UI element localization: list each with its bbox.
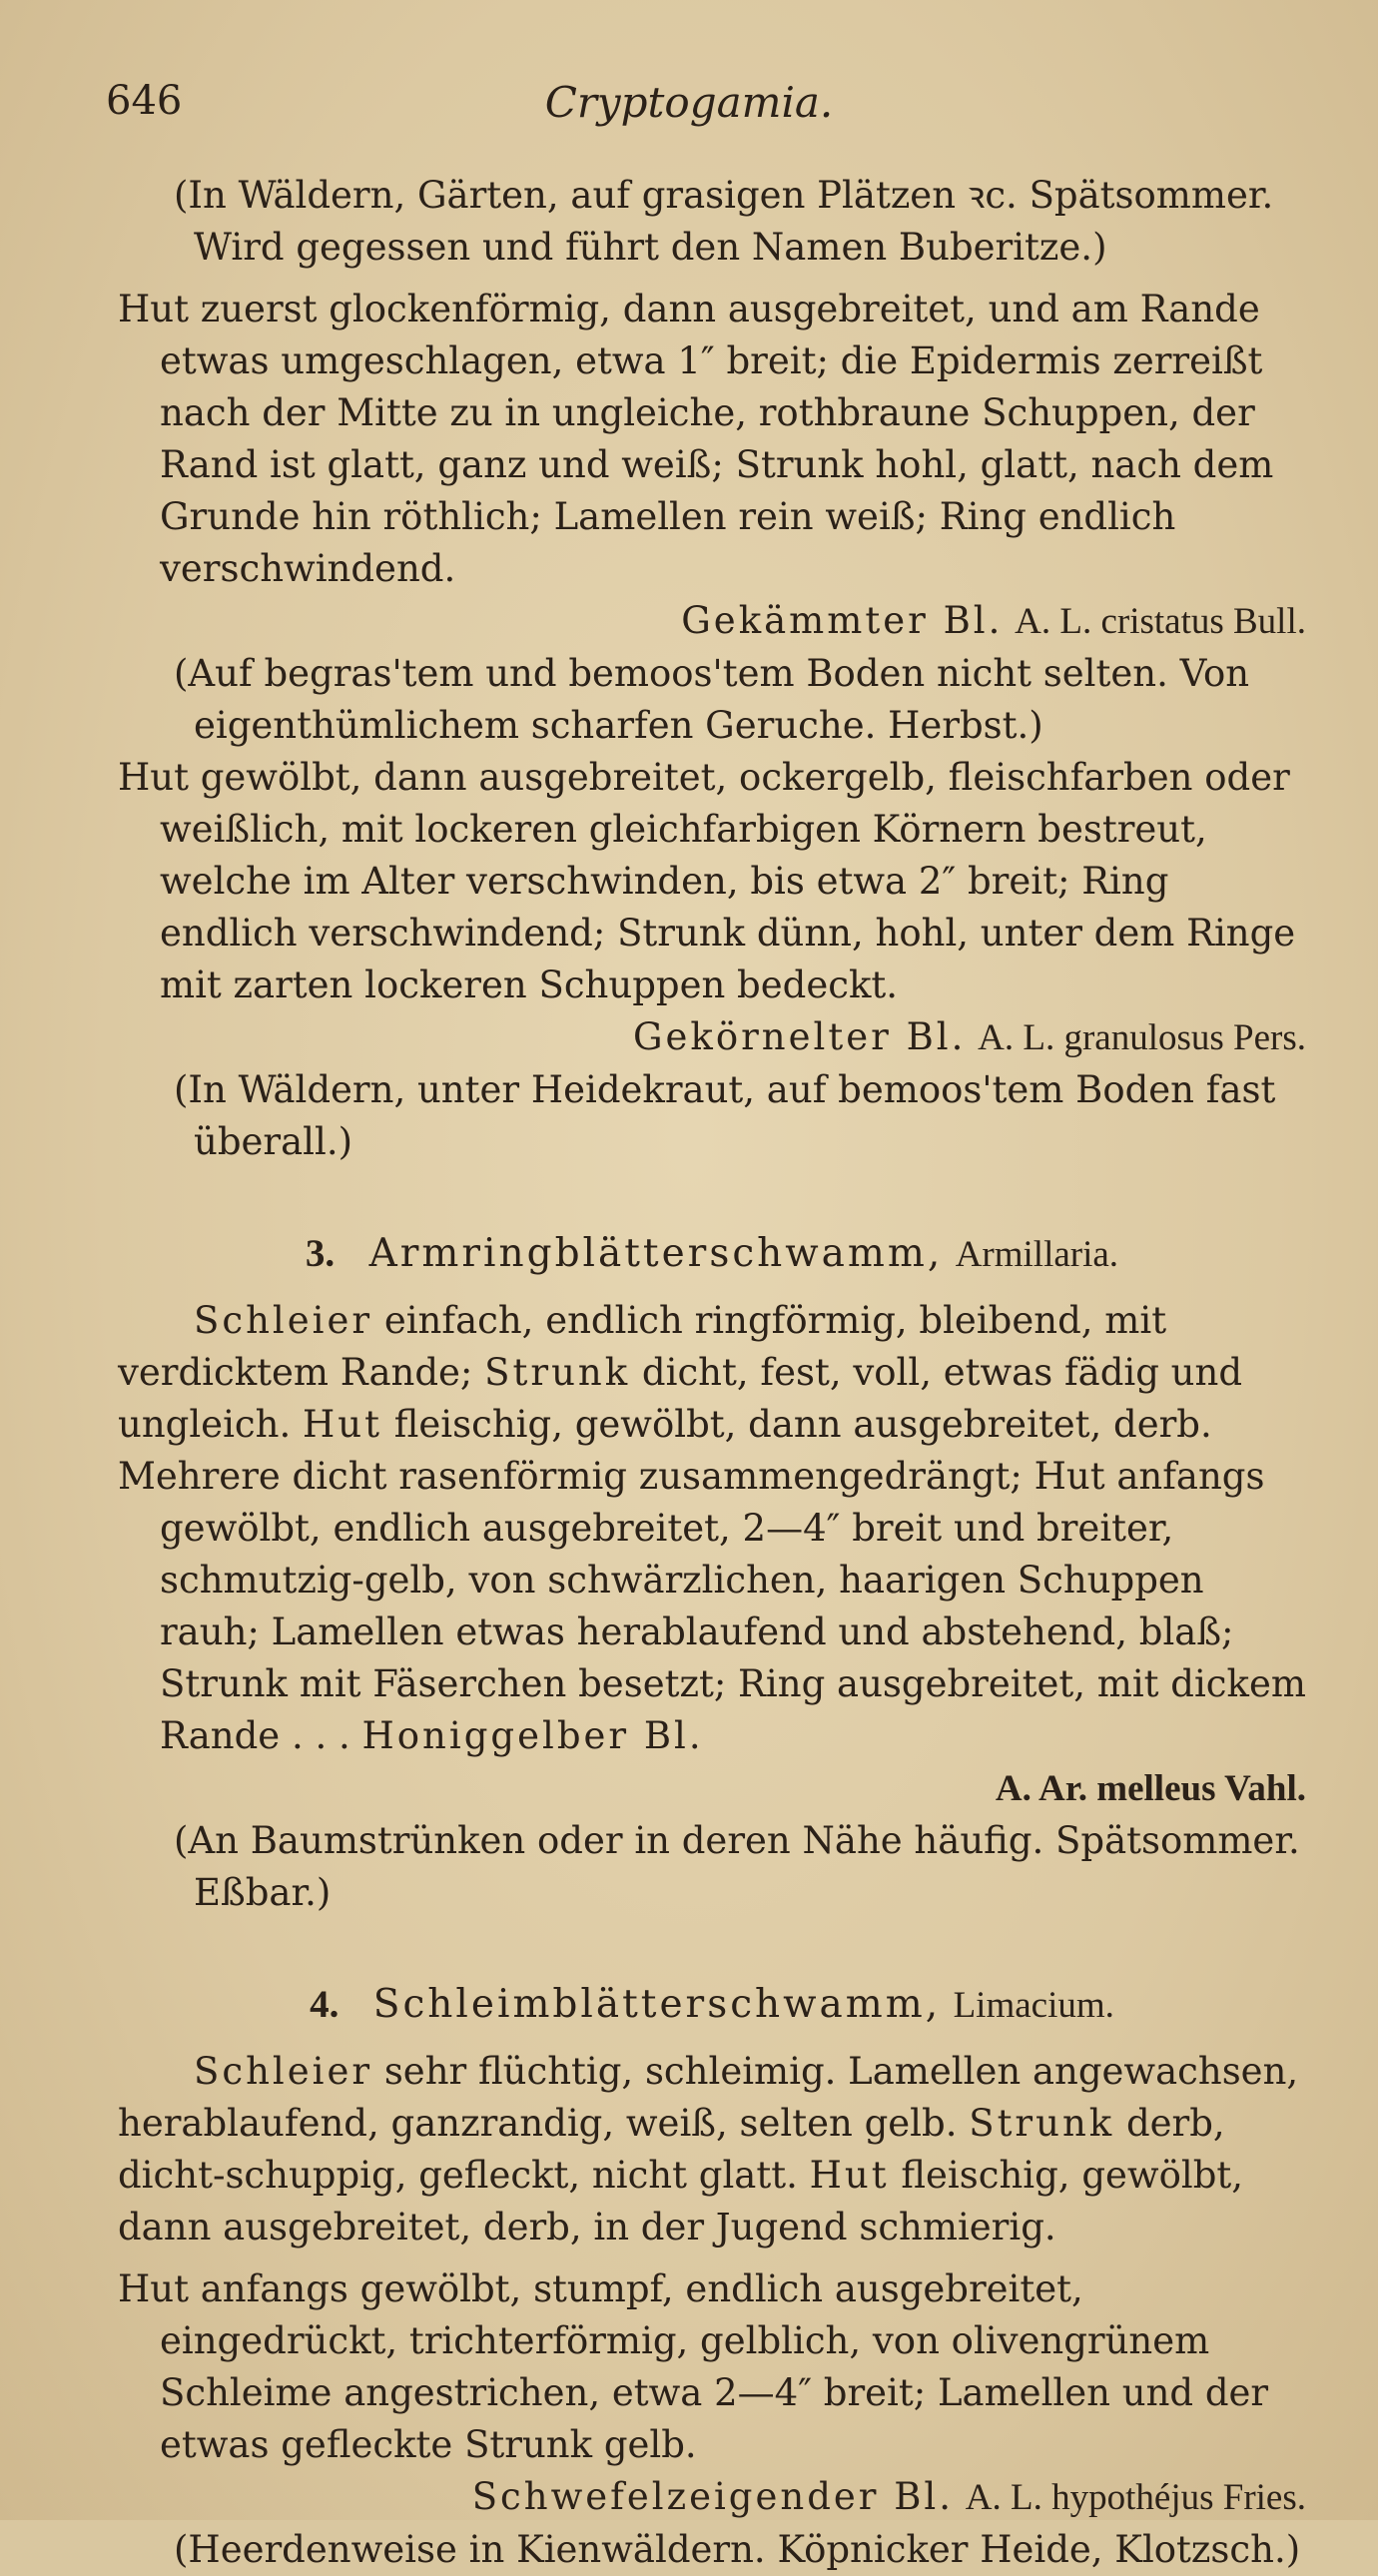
description: Hut gewölbt, dann ausgebreitet, ockergelb, fleischfarben oder weißlich, mit lockeren gleichfarbigen Körnern bestreut, welche im Alter verschwinden, bis etwa 2″ breit; Ring endlich verschwindend; Strunk dünn, hohl, unter dem Ringe mit zarten lockeren Schuppen bedeckt. bbox=[118, 756, 1296, 1006]
genus-number: 3. bbox=[305, 1232, 336, 1275]
genus-latin-name: Armillaria. bbox=[955, 1234, 1119, 1275]
page-number: 646 bbox=[106, 78, 183, 124]
term-text: dicht, fest, voll, etwas fädig und ungleich. bbox=[118, 1351, 1243, 1446]
species-german-name: Gekörnelter Bl. bbox=[632, 1015, 967, 1058]
term-text: fleischig, gewölbt, dann ausgebreitet, derb. bbox=[393, 1403, 1212, 1446]
page-body bbox=[118, 170, 1306, 2576]
habitat-note: (In Wäldern, Gärten, auf grasigen Plätzen ꝛc. Spätsommer. Wird gegessen und führt den Namen Buberitze.) bbox=[174, 174, 1274, 269]
term: Strunk bbox=[969, 2102, 1115, 2145]
term: Hut bbox=[809, 2154, 890, 2197]
term-text: derb, dicht-schuppig, gefleckt, nicht glatt. bbox=[118, 2102, 1225, 2197]
term: Strunk bbox=[484, 1351, 631, 1394]
species-german-name: Honiggelber Bl. bbox=[361, 1714, 704, 1757]
term-text: einfach, endlich ringförmig, bleibend, mit verdicktem Rande; bbox=[118, 1299, 1167, 1394]
genus-number: 4. bbox=[310, 1983, 340, 2026]
genus-german-name: Schleimblätterschwamm, bbox=[372, 1982, 942, 2027]
species-name bbox=[118, 595, 1306, 648]
species-latin-name: A. L. granulosus Pers. bbox=[978, 1017, 1306, 1058]
habitat-note: (Auf begras'tem und bemoos'tem Boden nicht selten. Von eigenthümlichem scharfen Geruche. Herbst.) bbox=[174, 652, 1250, 747]
species-latin-name: A. L. cristatus Bull. bbox=[1015, 601, 1306, 642]
term: Schleier bbox=[194, 1299, 373, 1342]
term-text: fleischig, gewölbt, dann ausgebreitet, derb, in der Jugend schmierig. bbox=[118, 2154, 1244, 2249]
habitat-note: (In Wäldern, unter Heidekraut, auf bemoos'tem Boden fast überall.) bbox=[174, 1068, 1276, 1163]
species-name bbox=[118, 1011, 1306, 1064]
genus-german-name: Armringblätterschwamm, bbox=[368, 1231, 944, 1276]
species-latin-name: A. L. hypothéjus Fries. bbox=[965, 2477, 1306, 2518]
genus-heading bbox=[118, 1228, 1306, 1281]
genus-latin-name: Limacium. bbox=[953, 1985, 1114, 2026]
description: Hut zuerst glockenförmig, dann ausgebreitet, und am Rande etwas umgeschlagen, etwa 1″ breit; die Epidermis zerreißt nach der Mitte zu in ungleiche, rothbraune Schuppen, der Rand ist glatt, ganz und weiß; Strunk hohl, glatt, nach dem Grunde hin röthlich; Lamellen rein weiß; Ring endlich verschwindend. bbox=[118, 288, 1274, 590]
genus-description bbox=[118, 1295, 1306, 1451]
species-latin-name: A. Ar. melleus Vahl. bbox=[995, 1768, 1306, 1809]
species-german-name: Gekämmter Bl. bbox=[681, 599, 1004, 642]
habitat-note: (Heerdenweise in Kienwäldern. Köpnicker Heide, Klotzsch.) bbox=[174, 2528, 1301, 2571]
genus-description bbox=[118, 2046, 1306, 2254]
term: Schleier bbox=[194, 2050, 373, 2093]
genus-heading bbox=[118, 1979, 1306, 2032]
description bbox=[118, 1451, 1306, 1762]
species-german-name: Schwefelzeigender Bl. bbox=[471, 2475, 955, 2518]
description-text: Mehrere dicht rasenförmig zusammengedrängt; Hut anfangs gewölbt, endlich ausgebreitet, 2—4″ breit und breiter, schmutzig-gelb, von schwärzlichen, haarigen Schuppen rauh; Lamellen etwas herablaufend und abstehend, blaß; Strunk mit Fäserchen besetzt; Ring ausgebreitet, mit dickem Rande . . . bbox=[118, 1455, 1306, 1757]
page-header bbox=[0, 78, 1378, 138]
term-text: sehr flüchtig, schleimig. Lamellen angewachsen, herablaufend, ganzrandig, weiß, selten gelb. bbox=[118, 2050, 1299, 2145]
description: Hut anfangs gewölbt, stumpf, endlich ausgebreitet, eingedrückt, trichterförmig, gelblich, von olivengrünem Schleime angestrichen, etwa 2—4″ breit; Lamellen und der etwas gefleckte Strunk gelb. bbox=[118, 2267, 1269, 2466]
running-head: Cryptogamia. bbox=[544, 78, 834, 127]
species-name bbox=[118, 1762, 1306, 1815]
species-name bbox=[118, 2471, 1306, 2524]
habitat-note: (An Baumstrünken oder in deren Nähe häufig. Spätsommer. Eßbar.) bbox=[174, 1819, 1300, 1914]
term: Hut bbox=[303, 1403, 382, 1446]
